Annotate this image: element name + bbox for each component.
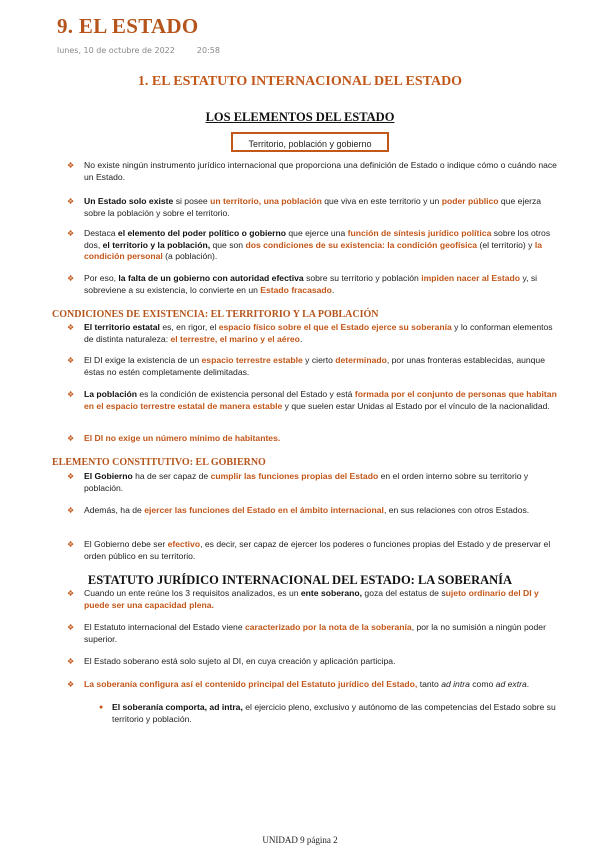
list-subitem: ● El soberanía comporta, ad intra, el ejercicio pleno, exclusivo y autónomo de las competencias del Estado sobre su territorio y población.	[99, 702, 556, 724]
page-meta	[57, 46, 220, 55]
list-item: ❖ El territorio estatal es, en rigor, el espacio físico sobre el que el Estado ejerce su soberanía y lo conforman elementos de distinta naturaleza: el terrestre, el marino y el aéreo.	[67, 322, 553, 344]
diamond-bullet-icon: ❖	[67, 229, 75, 238]
list-item: ❖ Un Estado solo existe si posee un territorio, una población que viva en este territorio y un poder público que ejerza sobre la población y sobre el territorio.	[67, 196, 542, 218]
section-title: 1. EL ESTATUTO INTERNACIONAL DEL ESTADO	[137, 74, 463, 89]
list-item: ❖ No existe ningún instrumento jurídico internacional que proporciona una definición de Estado o indique cómo o cuándo nace un Estado.	[67, 160, 557, 182]
diamond-bullet-icon: ❖	[67, 680, 75, 689]
list-item: ❖ El Gobierno debe ser efectivo, es decir, ser capaz de ejercer los poderes o funciones propias del Estado y de preservar el orden público en su territorio.	[67, 539, 551, 561]
diamond-bullet-icon: ❖	[67, 472, 75, 481]
diamond-bullet-icon: ❖	[67, 434, 75, 443]
gobierno-heading: ELEMENTO CONSTITUTIVO: EL GOBIERNO	[52, 457, 266, 468]
page-time: 20:58	[196, 46, 220, 55]
circle-bullet-icon: ●	[99, 704, 104, 711]
list-item: ❖ El Gobierno ha de ser capaz de cumplir las funciones propias del Estado en el orden interno sobre su territorio y población.	[67, 471, 529, 493]
list-item: ❖ La soberanía configura así el contenido principal del Estatuto jurídico del Estado, tanto ad intra como ad extra.	[67, 679, 530, 689]
diamond-bullet-icon: ❖	[67, 506, 75, 515]
list-item: ❖ La población es la condición de existencia personal del Estado y está formada por el conjunto de personas que habitan en el espacio terrestre estatal de manera estable y que suelen estar Unidas al Estado por el vínculo de la nacionalidad.	[67, 389, 557, 411]
list-item: ❖ El Estado soberano está solo sujeto al DI, en cuya creación y aplicación participa.	[67, 656, 396, 666]
page-footer: UNIDAD 9 página 2	[262, 835, 338, 845]
diamond-bullet-icon: ❖	[67, 323, 75, 332]
list-item: ❖ Además, ha de ejercer las funciones del Estado en el ámbito internacional, en sus relaciones con otros Estados.	[67, 505, 530, 515]
list-item: ❖ Por eso, la falta de un gobierno con autoridad efectiva sobre su territorio y población impiden nacer al Estado y, si sobreviene a su existencia, lo convierte en un Estado fracasado.	[67, 273, 538, 295]
list-item: ❖ El Estatuto internacional del Estado viene caracterizado por la nota de la soberanía, por la no sumisión a ningún poder superior.	[67, 622, 546, 644]
diamond-bullet-icon: ❖	[67, 589, 75, 598]
elementos-heading: LOS ELEMENTOS DEL ESTADO	[205, 110, 395, 124]
diamond-bullet-icon: ❖	[67, 161, 75, 170]
diamond-bullet-icon: ❖	[67, 356, 75, 365]
diamond-bullet-icon: ❖	[67, 197, 75, 206]
page-date: lunes, 10 de octubre de 2022	[57, 46, 175, 55]
diamond-bullet-icon: ❖	[67, 540, 75, 549]
page-title: 9. EL ESTADO	[57, 14, 199, 38]
list-item: ❖ Cuando un ente reúne los 3 requisitos analizados, es un ente soberano, goza del estatus de sujeto ordinario del DI y puede ser una capacidad plena.	[67, 588, 539, 610]
diamond-bullet-icon: ❖	[67, 623, 75, 632]
diamond-bullet-icon: ❖	[67, 657, 75, 666]
elementos-box: Territorio, población y gobierno	[231, 132, 389, 152]
diamond-bullet-icon: ❖	[67, 390, 75, 399]
soberania-heading: ESTATUTO JURÍDICO INTERNACIONAL DEL ESTADO: LA SOBERANÍA	[87, 573, 513, 587]
diamond-bullet-icon: ❖	[67, 274, 75, 283]
list-item: ❖ El DI no exige un número mínimo de habitantes.	[67, 433, 281, 443]
list-item: ❖ Destaca el elemento del poder político o gobierno que ejerce una función de síntesis jurídico política sobre los otros dos, el territorio y la población, que son dos condiciones de su existencia: la condición geofísica (el territorio) y la condición personal (a población).	[67, 228, 551, 262]
list-item: ❖ El DI exige la existencia de un espacio terrestre estable y cierto determinado, por unas fronteras establecidas, aunque éstas no estén completamente delimitadas.	[67, 355, 545, 377]
condiciones-heading: CONDICIONES DE EXISTENCIA: EL TERRITORIO Y LA POBLACIÓN	[52, 309, 379, 320]
